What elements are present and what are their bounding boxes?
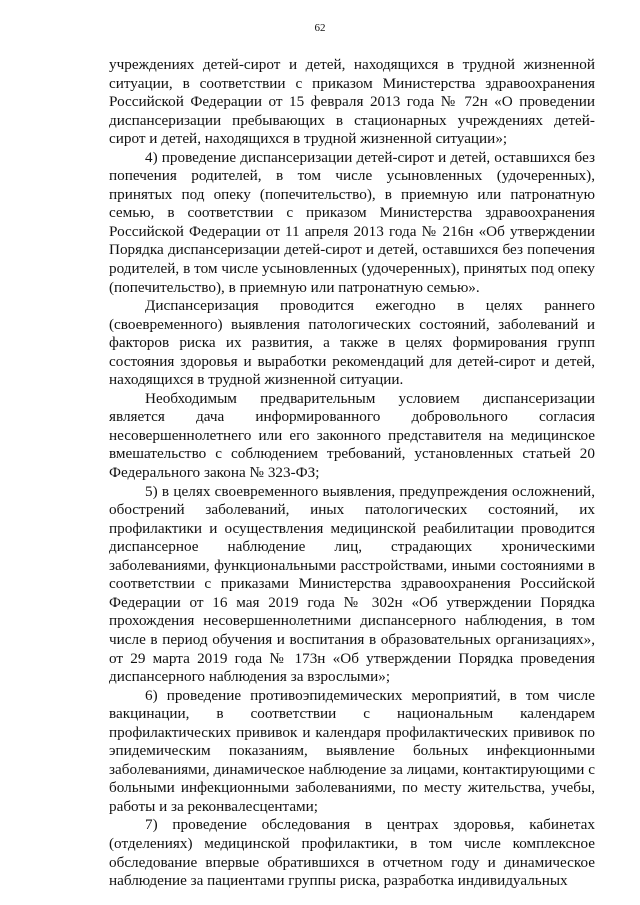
paragraph-item-5: 5) в целях своевременного выявления, предупреждения осложнений, обострений заболеваний, иных патологических состояний, их профилактики и осуществления медицинской реабилитации проводится диспансерное наблюдение лиц, страдающих хроническими заболеваниями, функциональными расстройствами, иными состояниями в соответствии с приказами Министерства здравоохранения Российской Федерации от 16 мая 2019 года № 302н «Об утверждении Порядка прохождения несовершеннолетними диспансерного наблюдения, в том числе в период обучения и воспитания в образовательных организациях», от 29 марта 2019 года № 173н «Об утверждении Порядка проведения диспансерного наблюдения за взрослыми»; <box>109 482 595 686</box>
document-body <box>109 56 595 891</box>
paragraph-dispanserization-purpose: Диспансеризация проводится ежегодно в целях раннего (своевременного) выявления патологических состояний, заболеваний и факторов риска их развития, а также в целях формирования групп состояния здоровья и выработки рекомендаций для детей-сирот и детей, находящихся в трудной жизненной ситуации. <box>109 297 595 389</box>
page-number: 62 <box>314 22 326 34</box>
paragraph-continuation: учреждениях детей-сирот и детей, находящихся в трудной жизненной ситуации, в соответствии с приказом Министерства здравоохранения Российской Федерации от 15 февраля 2013 года № 72н «О проведении диспансеризации пребывающих в стационарных учреждениях детей-сирот и детей, находящихся в трудной жизненной ситуации»; <box>109 56 595 148</box>
paragraph-item-6: 6) проведение противоэпидемических мероприятий, в том числе вакцинации, в соответствии с национальным календарем профилактических прививок и календаря профилактических прививок по эпидемическим показаниям, выявление больных инфекционными заболеваниями, динамическое наблюдение за лицами, контактирующими с больными инфекционными заболеваниями, по месту жительства, учебы, работы и за реконвалесцентами; <box>109 686 595 815</box>
paragraph-item-7: 7) проведение обследования в центрах здоровья, кабинетах (отделениях) медицинской профилактики, в том числе комплексное обследование впервые обратившихся в отчетном году и динамическое наблюдение за пациентами группы риска, разработка индивидуальных <box>109 816 595 890</box>
paragraph-consent-condition: Необходимым предварительным условием диспансеризации является дача информированного добровольного согласия несовершеннолетнего или его законного представителя на медицинское вмешательство с соблюдением требований, установленных статьей 20 Федерального закона № 323-ФЗ; <box>109 389 595 482</box>
paragraph-item-4: 4) проведение диспансеризации детей-сирот и детей, оставшихся без попечения родителей, в том числе усыновленных (удочеренных), принятых под опеку (попечительство), в приемную или патронатную семью, в соответствии с приказом Министерства здравоохранения Российской Федерации от 11 апреля 2013 года № 216н «Об утверждении Порядка диспансеризации детей-сирот и детей, оставшихся без попечения родителей, в том числе усыновленных (удочеренных), принятых под опеку (попечительство), в приемную или патронатную семью». <box>109 148 595 296</box>
